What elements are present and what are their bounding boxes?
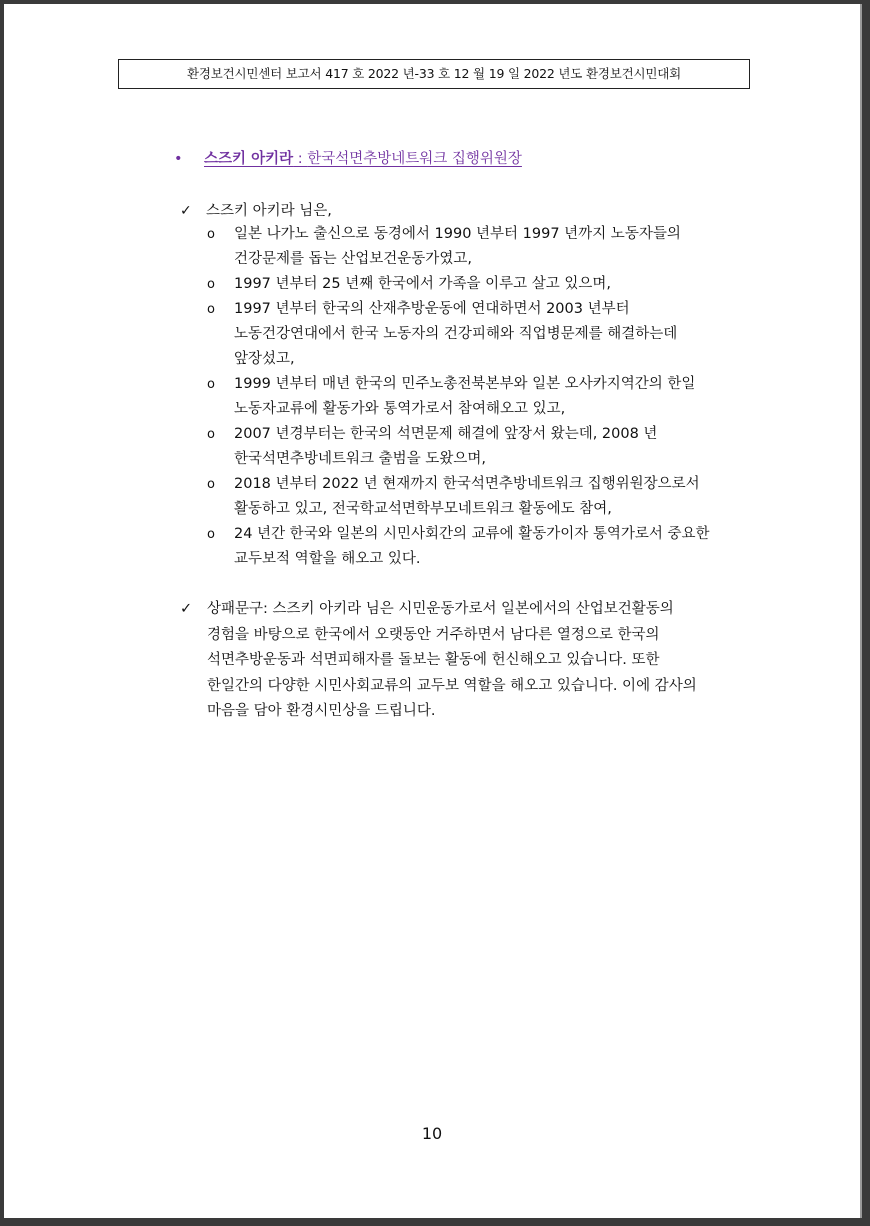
page-number: 10 [421, 1124, 443, 1143]
list-item-line: 24 년간 한국와 일본의 시민사회간의 교류에 활동가이자 통역가로서 중요한 [234, 526, 710, 542]
title-separator: : [293, 151, 308, 167]
bio-list [202, 222, 762, 572]
intro-text: 스즈키 아키라 님은, [206, 203, 332, 219]
plaque-inscription [180, 597, 697, 725]
list-item-line: 노동자교류에 활동가와 통역가로서 참여해오고 있고, [234, 401, 566, 417]
awardee-name: 스즈키 아키라 [204, 151, 294, 167]
list-item-line: 앞장섰고, [234, 351, 295, 367]
awardee-title [174, 148, 522, 170]
list-item-line: 노동건강연대에서 한국 노동자의 건강피해와 직업병문제를 해결하는데 [234, 326, 678, 342]
circle-bullet-icon: o [207, 377, 215, 392]
awardee-affiliation: 한국석면추방네트워크 집행위원장 [307, 151, 522, 167]
plaque-line: 한일간의 다양한 시민사회교류의 교두보 역할을 해오고 있습니다. 이에 감사의 [207, 677, 697, 694]
list-item [202, 272, 762, 297]
document-page [4, 4, 862, 1218]
list-item-line: 한국석면추방네트워크 출범을 도왔으며, [234, 451, 486, 467]
plaque-line: 석면추방운동과 석면피해자를 돌보는 활동에 헌신해오고 있습니다. 또한 [207, 652, 660, 668]
check-icon: ✓ [180, 601, 193, 617]
report-header-text: 환경보건시민센터 보고서 417 호 2022 년-33 호 12 월 19 일 2022 년도 환경보건시민대회 [187, 66, 681, 81]
awardee-title-text [204, 151, 522, 167]
list-item-line: 2018 년부터 2022 년 현재까지 한국석면추방네트워크 집행위원장으로서 [234, 476, 700, 492]
plaque-line: 마음을 담아 환경시민상을 드립니다. [207, 703, 436, 719]
list-item-line: 1997 년부터 25 년째 한국에서 가족을 이루고 살고 있으며, [234, 276, 611, 292]
list-item-line: 1999 년부터 매년 한국의 민주노총전북본부와 일본 오사카지역간의 한일 [234, 376, 696, 392]
circle-bullet-icon: o [207, 527, 215, 542]
circle-bullet-icon: o [207, 427, 215, 442]
report-header [118, 59, 750, 89]
circle-bullet-icon: o [207, 227, 215, 242]
list-item [202, 297, 762, 372]
list-item [202, 422, 762, 472]
list-item [202, 222, 762, 272]
circle-bullet-icon: o [207, 277, 215, 292]
plaque-line: 경험을 바탕으로 한국에서 오랫동안 거주하면서 남다른 열정으로 한국의 [207, 626, 660, 643]
list-item-line: 건강문제를 돕는 산업보건운동가였고, [234, 251, 472, 267]
list-item [202, 472, 762, 522]
list-item-line: 활동하고 있고, 전국학교석면학부모네트워크 활동에도 참여, [234, 501, 612, 517]
list-item [202, 522, 762, 572]
list-item-line: 2007 년경부터는 한국의 석면문제 해결에 앞장서 왔는데, 2008 년 [234, 426, 658, 442]
title-bullet: • [174, 151, 183, 167]
check-icon: ✓ [180, 203, 192, 219]
intro-line [180, 200, 332, 222]
list-item-line: 일본 나가노 출신으로 동경에서 1990 년부터 1997 년까지 노동자들의 [234, 226, 681, 242]
circle-bullet-icon: o [207, 302, 215, 317]
list-item-line: 교두보적 역할을 해오고 있다. [234, 551, 421, 567]
list-item-line: 1997 년부터 한국의 산재추방운동에 연대하면서 2003 년부터 [234, 301, 630, 317]
circle-bullet-icon: o [207, 477, 215, 492]
list-item [202, 372, 762, 422]
plaque-line: 상패문구: 스즈키 아키라 님은 시민운동가로서 일본에서의 산업보건활동의 [207, 601, 674, 617]
